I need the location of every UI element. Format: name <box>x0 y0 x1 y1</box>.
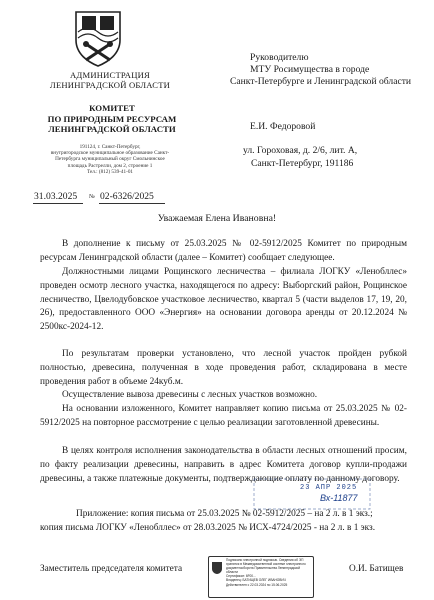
committee-line: КОМИТЕТ <box>89 103 135 113</box>
recipient-name: Е.И. Федоровой <box>250 121 316 132</box>
org-line: АДМИНИСТРАЦИЯ <box>70 70 150 80</box>
committee-line: ПО ПРИРОДНЫМ РЕСУРСАМ <box>47 113 177 124</box>
committee-line: ЛЕНИНГРАДСКОЙ ОБЛАСТИ <box>48 124 176 134</box>
body-paragraph: В дополнение к письму от 25.03.2025 № 02-5912/2025 Комитет по природным ресурсам Ленинградской области (далее – Комитет) сообщает следующее. <box>40 239 407 263</box>
registration-date: 31.03.2025 <box>34 191 78 202</box>
salutation: Уважаемая Елена Ивановна! <box>157 213 277 224</box>
address-line: Петербурга муниципальный округ Смольнинское <box>55 156 165 163</box>
recipient-address-line: ул. Гороховая, д. 2/6, лит. А, <box>243 145 358 156</box>
coat-of-arms-icon <box>72 10 124 68</box>
body-paragraph: По результатам проверки установлено, что лесной участок пройден рубкой полностью, древесина, полученная в ходе проведения работ, складирована в месте проведения работ в объеме 24куб.м. <box>40 349 407 387</box>
signatory-position: Заместитель председателя комитета <box>40 564 183 574</box>
divider <box>33 203 83 204</box>
stamp-reference: Вх-11877 <box>320 493 358 503</box>
signature-line: Владелец: БАТИЩЕВ ОЛЕГ ИВАНОВИЧ <box>226 578 286 583</box>
recipient-block <box>212 52 412 88</box>
signature-emblem-icon <box>211 561 223 575</box>
attachment-line: копия письма ЛОГКУ «Ленобллес» от 28.03.2025 № ИСХ-4724/2025 - на 2 л. в 1 экз. <box>40 522 376 533</box>
signature-line: документооборота Правительства Ленинградской области <box>226 566 301 575</box>
registration-number-sign: № <box>89 194 95 200</box>
signature-line: Сертификат: 6F00... <box>226 574 256 579</box>
recipient-address-line: Санкт-Петербург, 191186 <box>251 158 354 169</box>
address-line: 191124, г. Санкт-Петербург, <box>79 144 141 150</box>
address-line: площадь Растрелли, дом 2, строение 1 <box>67 162 153 169</box>
signatory-name: О.И. Батищев <box>349 564 404 574</box>
recipient-org-region: Санкт-Петербурге и Ленинградской области <box>230 76 412 87</box>
body-paragraph: На основании изложенного, Комитет направляет копию письма от 25.03.2025 № 02-5912/2025 на повторное рассмотрение с целью реализации заготовленной древесины. <box>40 404 407 428</box>
body-paragraph: В целях контроля исполнения законодательства в области лесных отношений просим, по факту реализации древесины, направить в адрес Комитета договор купли-продажи древесины, а также платежные документы, подтверждающие оплату по данному договору. <box>40 446 407 484</box>
recipient-org: МТУ Росимущества в городе <box>250 64 370 75</box>
signature-details <box>226 558 310 587</box>
issuer-address <box>30 144 190 175</box>
body-paragraph: Должностными лицами Рощинского лесничества – филиала ЛОГКУ «Ленобллес» проведен осмотр лесного участка, находящегося по адресу: Выборгский район, Рощинское лесничество, Цвелодубовское участковое лесничество, квартал 5 (части выделов 17, 19, 20, 26), предоставленного ООО «Энергия» на основании договора аренды от 20.12.2024 № 2500кс-2024-12. <box>40 267 407 333</box>
divider <box>99 203 165 204</box>
attachments <box>40 508 410 536</box>
signature-line: хранятся в Межведомственной системе электронного <box>226 562 306 567</box>
address-line: внутригородское муниципальное образование Санкт- <box>50 150 170 157</box>
recipient-title: Руководителю <box>250 52 309 63</box>
attachment-line: Приложение: копия письма от 25.03.2025 № 02-5912/2025 – на 2 л. в 1 экз.; <box>76 509 373 519</box>
issuer-organization <box>20 70 200 90</box>
issuer-committee <box>22 103 202 135</box>
registration-number: 02-6326/2025 <box>100 191 154 202</box>
org-line: ЛЕНИНГРАДСКОЙ ОБЛАСТИ <box>49 80 171 90</box>
body-paragraph: Осуществление вывоза древесины с лесных участков возможно. <box>62 390 318 400</box>
address-line: Тел.: (812) 539-41-01 <box>86 168 134 175</box>
signature-line: Подписано электронной подписью. Сведения об ЭП <box>226 558 304 562</box>
signature-line: Действителен с 22.03.2024 по 15.06.2025 <box>226 582 288 587</box>
stamp-date: 23 АПР 2025 <box>300 484 358 492</box>
